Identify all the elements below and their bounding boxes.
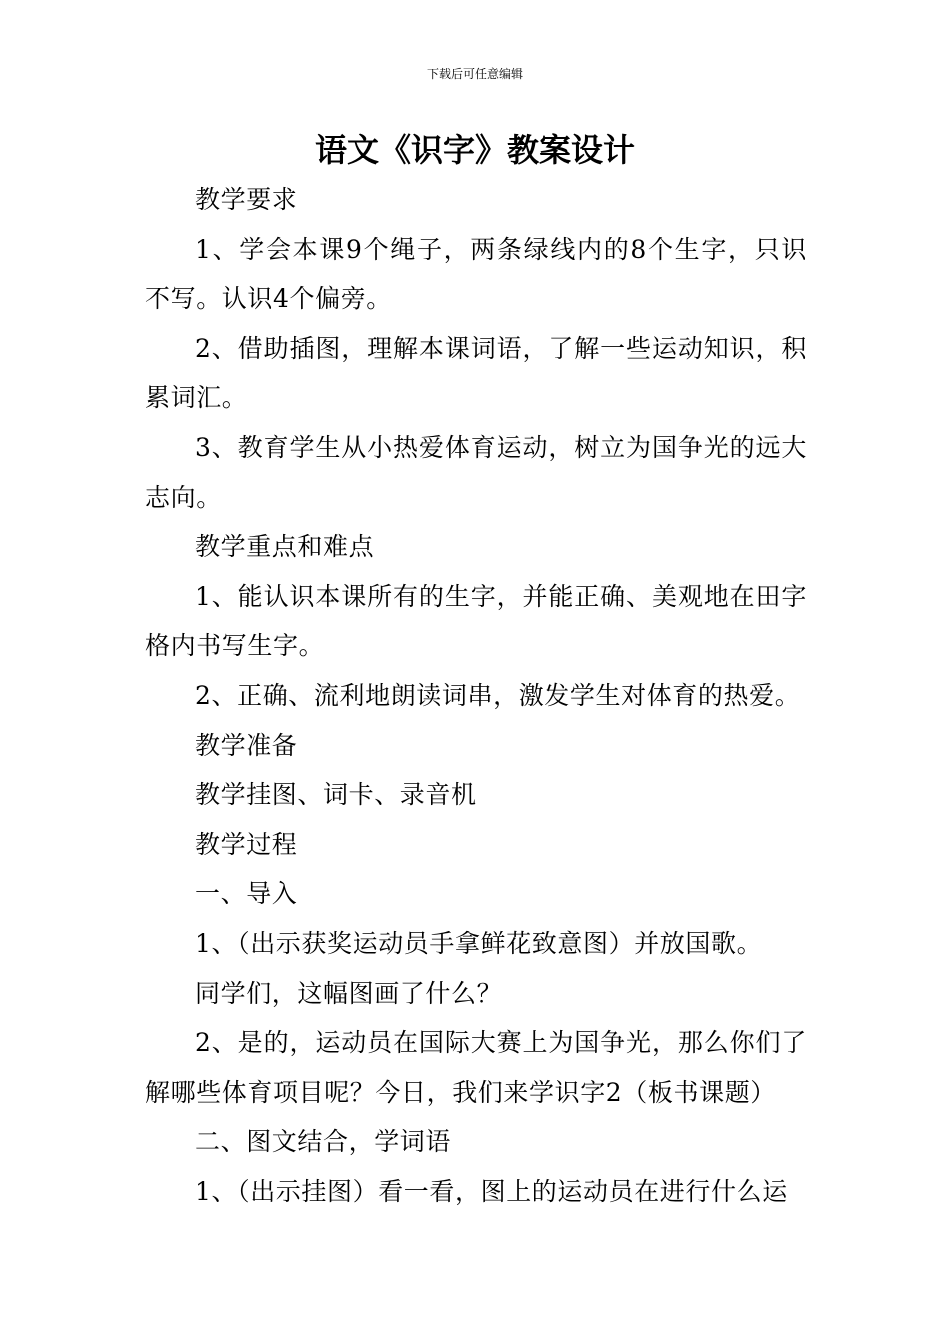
subsection-heading-intro: 一、导入 <box>195 879 298 909</box>
paragraph: 1、（出示获奖运动员手拿鲜花致意图）并放国歌。 <box>195 928 763 958</box>
paragraph: 同学们，这幅图画了什么？ <box>195 978 503 1008</box>
paragraph: 1、能认识本课所有的生字，并能正确、美观地在田字格内书写生字。 <box>145 581 807 661</box>
paragraph: 2、借助插图，理解本课词语，了解一些运动知识，积累词汇。 <box>145 333 807 413</box>
paragraph: 2、正确、流利地朗读词串，激发学生对体育的热爱。 <box>195 680 801 710</box>
section-heading-requirements: 教学要求 <box>195 185 298 214</box>
paragraph: 教学挂图、词卡、录音机 <box>195 780 477 810</box>
section-heading-key-points: 教学重点和难点 <box>195 532 375 562</box>
document-body <box>145 175 807 1216</box>
paragraph: 3、教育学生从小热爱体育运动，树立为国争光的远大志向。 <box>145 432 807 512</box>
section-heading-preparation: 教学准备 <box>195 730 298 760</box>
section-heading-process: 教学过程 <box>195 829 298 859</box>
document-title: 语文《识字》教案设计 <box>314 131 635 169</box>
paragraph: 2、是的，运动员在国际大赛上为国争光，那么你们了解哪些体育项目呢？今日，我们来学识字2（板书课题） <box>145 1028 807 1107</box>
paragraph: 1、学会本课9个绳子，两条绿线内的8个生字，只识不写。认识4个偏旁。 <box>145 234 807 314</box>
subsection-heading-vocabulary: 二、图文结合，学词语 <box>195 1127 452 1157</box>
page-header-note: 下载后可任意编辑 <box>426 67 523 81</box>
paragraph: 1、（出示挂图）看一看，图上的运动员在进行什么运 <box>195 1176 788 1206</box>
